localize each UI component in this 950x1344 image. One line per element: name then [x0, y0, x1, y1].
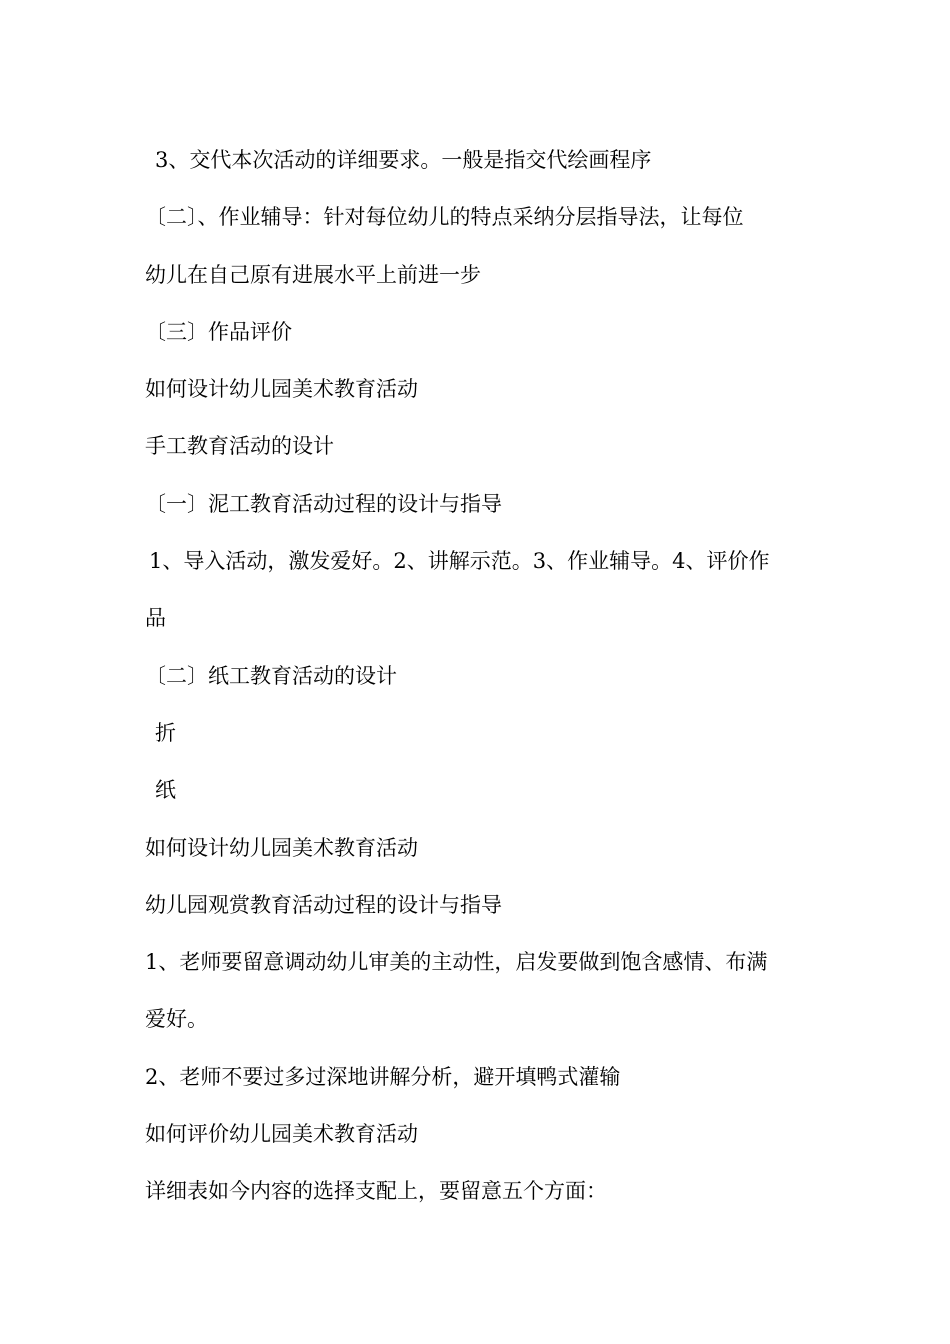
- text-line-2: 〔二〕、作业辅导：针对每位幼儿的特点采纳分层指导法，让每位: [145, 205, 744, 230]
- text-line-4: 〔三〕作品评价: [145, 319, 292, 344]
- text-line-10: 〔二〕纸工教育活动的设计: [145, 663, 397, 688]
- text-line-18: 如何评价幼儿园美术教育活动: [145, 1122, 418, 1147]
- text-line-3: 幼儿在自己原有进展水平上前进一步: [145, 262, 481, 287]
- text-line-8: 1、导入活动，激发爱好。2、讲解示范。3、作业辅导。4、评价作: [149, 549, 770, 574]
- document-body: [145, 132, 810, 1221]
- text-line-17: 2、老师不要过多过深地讲解分析，避开填鸭式灌输: [145, 1064, 621, 1089]
- text-line-19: 详细表如今内容的选择支配上，要留意五个方面：: [145, 1179, 607, 1204]
- text-line-1: 3、交代本次活动的详细要求。一般是指交代绘画程序: [155, 148, 652, 172]
- text-line-16: 爱好。: [145, 1007, 208, 1032]
- text-line-6: 手工教育活动的设计: [145, 434, 334, 459]
- text-line-15: 1、老师要留意调动幼儿审美的主动性，启发要做到饱含感情、布满: [145, 950, 768, 975]
- text-line-7: 〔一〕泥工教育活动过程的设计与指导: [145, 491, 502, 516]
- text-line-11: 折: [155, 720, 176, 745]
- text-line-12: 纸: [155, 778, 176, 803]
- text-line-9: 品: [145, 606, 166, 631]
- text-line-14: 幼儿园观赏教育活动过程的设计与指导: [145, 892, 502, 917]
- text-line-5: 如何设计幼儿园美术教育活动: [145, 377, 418, 402]
- text-line-13: 如何设计幼儿园美术教育活动: [145, 835, 418, 860]
